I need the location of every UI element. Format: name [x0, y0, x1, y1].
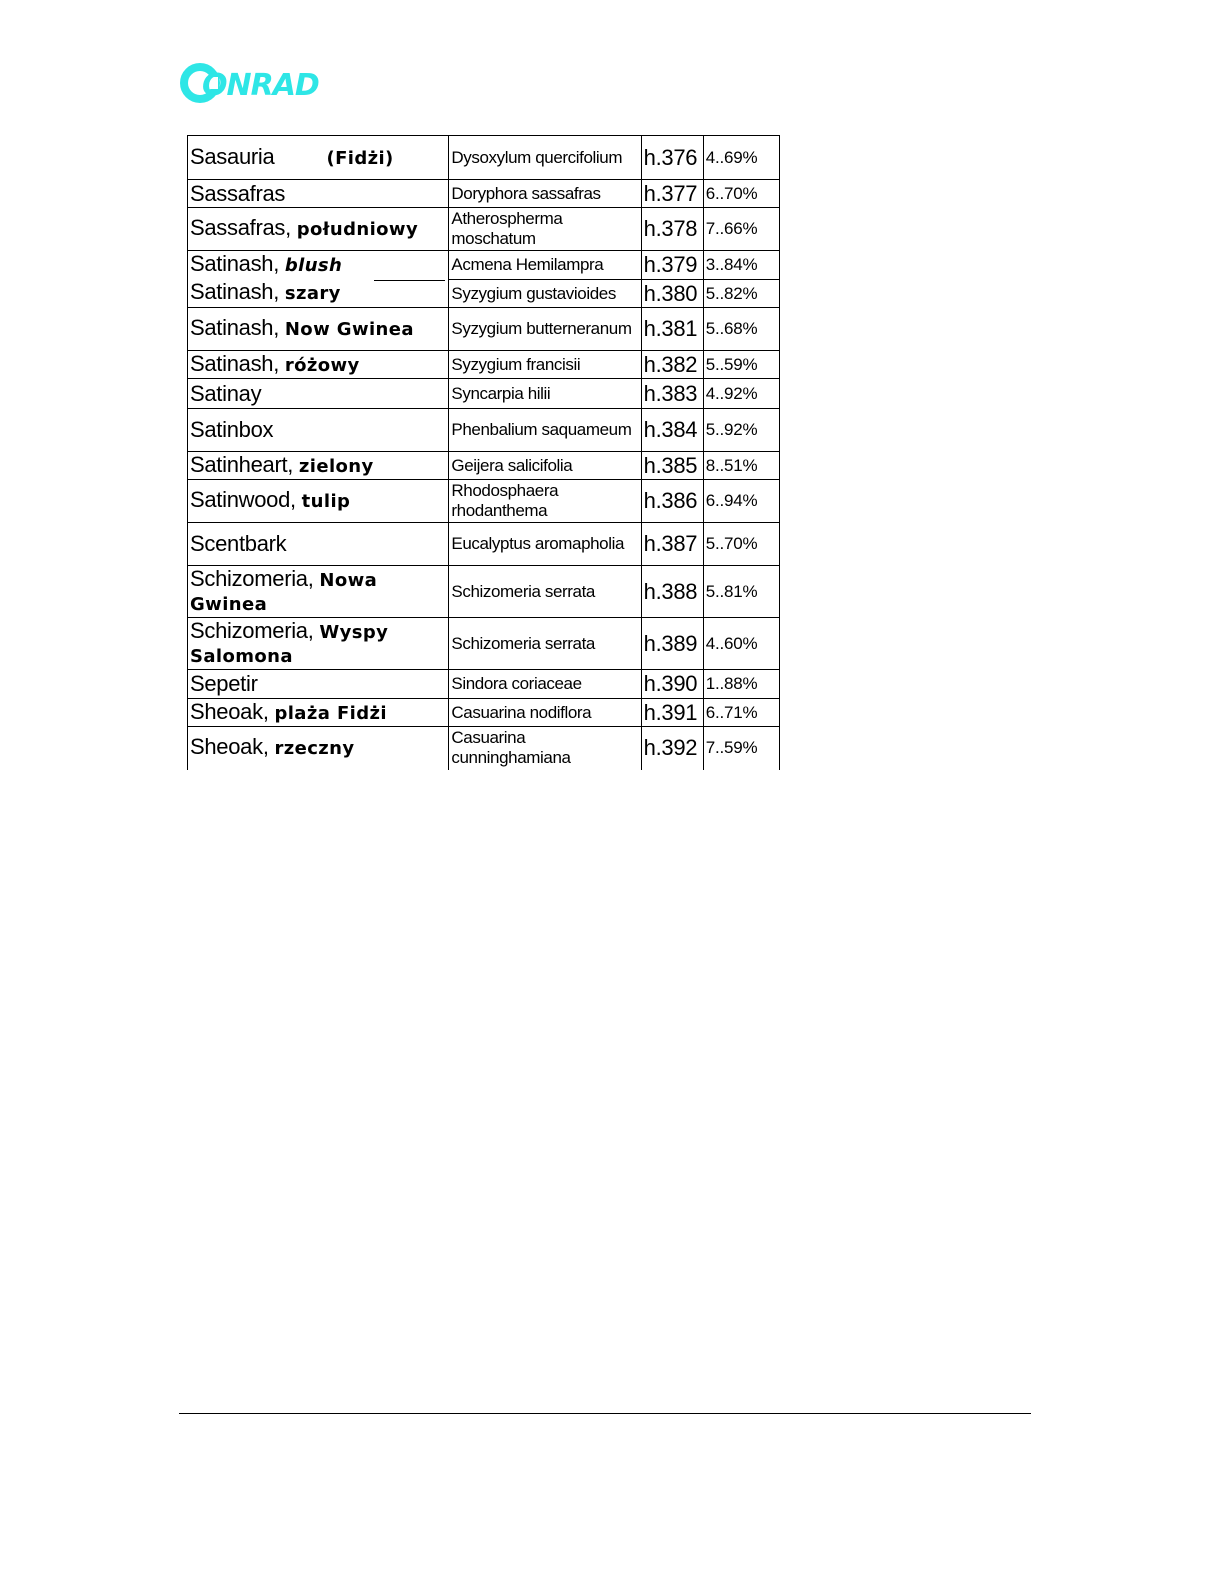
scientific-name-cell: Rhodosphaera rhodanthema: [449, 480, 641, 523]
common-name-cell: Sepetir: [188, 670, 449, 699]
code-cell: h.378: [641, 208, 703, 251]
table-row: [188, 523, 780, 566]
common-name-cell: Satinay: [188, 379, 449, 409]
scientific-name-cell: Dysoxylum quercifolium: [449, 136, 641, 180]
common-name-cell: Satinash, blush: [188, 251, 449, 280]
wood-species-table: [187, 135, 780, 770]
table-row: [188, 699, 780, 727]
table-row: [188, 180, 780, 208]
table-row: [188, 409, 780, 452]
table-row: [188, 351, 780, 379]
table-row: [188, 566, 780, 618]
scientific-name-cell: Casuarina cunninghamiana: [449, 727, 641, 770]
common-name-cell: Scentbark: [188, 523, 449, 566]
code-cell: h.380: [641, 280, 703, 308]
table-row: [188, 618, 780, 670]
common-name-cell: Schizomeria, Wyspy Salomona: [188, 618, 449, 670]
table-row: [188, 280, 780, 308]
code-cell: h.377: [641, 180, 703, 208]
code-cell: h.381: [641, 308, 703, 351]
logo-text: ONRAD: [202, 68, 319, 103]
conrad-logo: [180, 62, 325, 104]
value-cell: 6..70%: [703, 180, 779, 208]
scientific-name-cell: Sindora coriaceae: [449, 670, 641, 699]
scientific-name-cell: Syncarpia hilii: [449, 379, 641, 409]
code-cell: h.387: [641, 523, 703, 566]
value-cell: 1..88%: [703, 670, 779, 699]
table-row: [188, 208, 780, 251]
scientific-name-cell: Syzygium francisii: [449, 351, 641, 379]
code-cell: h.382: [641, 351, 703, 379]
value-cell: 6..71%: [703, 699, 779, 727]
code-cell: h.376: [641, 136, 703, 180]
code-cell: h.386: [641, 480, 703, 523]
scientific-name-cell: Syzygium gustavioides: [449, 280, 641, 308]
table-row: [188, 136, 780, 180]
scientific-name-cell: Schizomeria serrata: [449, 566, 641, 618]
table-row: [188, 379, 780, 409]
value-cell: 5..68%: [703, 308, 779, 351]
value-cell: 5..70%: [703, 523, 779, 566]
table-row: [188, 251, 780, 280]
value-cell: 5..81%: [703, 566, 779, 618]
common-name-cell: Sassafras, południowy: [188, 208, 449, 251]
scientific-name-cell: Syzygium butterneranum: [449, 308, 641, 351]
table-row: [188, 727, 780, 770]
table-row: [188, 308, 780, 351]
code-cell: h.391: [641, 699, 703, 727]
code-cell: h.388: [641, 566, 703, 618]
value-cell: 7..66%: [703, 208, 779, 251]
common-name-cell: Sasauria (Fidżi): [188, 136, 449, 180]
common-name-cell: Satinash, Now Gwinea: [188, 308, 449, 351]
scientific-name-cell: Doryphora sassafras: [449, 180, 641, 208]
common-name-cell: Satinheart, zielony: [188, 452, 449, 480]
scientific-name-cell: Atherospherma moschatum: [449, 208, 641, 251]
code-cell: h.390: [641, 670, 703, 699]
code-cell: h.389: [641, 618, 703, 670]
value-cell: 4..60%: [703, 618, 779, 670]
value-cell: 6..94%: [703, 480, 779, 523]
scientific-name-cell: Casuarina nodiflora: [449, 699, 641, 727]
common-name-cell: Sheoak, rzeczny: [188, 727, 449, 770]
scientific-name-cell: Acmena Hemilampra: [449, 251, 641, 280]
scientific-name-cell: Phenbalium saquameum: [449, 409, 641, 452]
value-cell: 8..51%: [703, 452, 779, 480]
value-cell: 4..69%: [703, 136, 779, 180]
table-row: [188, 452, 780, 480]
scientific-name-cell: Geijera salicifolia: [449, 452, 641, 480]
conrad-logo-mark: [180, 62, 325, 104]
common-name-cell: Satinwood, tulip: [188, 480, 449, 523]
value-cell: 5..82%: [703, 280, 779, 308]
common-name-cell: Satinash, różowy: [188, 351, 449, 379]
code-cell: h.379: [641, 251, 703, 280]
code-cell: h.383: [641, 379, 703, 409]
common-name-cell: Satinbox: [188, 409, 449, 452]
footer-divider: [179, 1413, 1031, 1414]
common-name-cell: Sheoak, plaża Fidżi: [188, 699, 449, 727]
value-cell: 5..92%: [703, 409, 779, 452]
table-row: [188, 670, 780, 699]
common-name-cell: Satinash, szary: [188, 280, 449, 308]
code-cell: h.385: [641, 452, 703, 480]
value-cell: 5..59%: [703, 351, 779, 379]
value-cell: 7..59%: [703, 727, 779, 770]
table-row: [188, 480, 780, 523]
common-name-cell: Schizomeria, Nowa Gwinea: [188, 566, 449, 618]
scientific-name-cell: Eucalyptus aromapholia: [449, 523, 641, 566]
code-cell: h.384: [641, 409, 703, 452]
code-cell: h.392: [641, 727, 703, 770]
value-cell: 3..84%: [703, 251, 779, 280]
scientific-name-cell: Schizomeria serrata: [449, 618, 641, 670]
common-name-cell: Sassafras: [188, 180, 449, 208]
value-cell: 4..92%: [703, 379, 779, 409]
